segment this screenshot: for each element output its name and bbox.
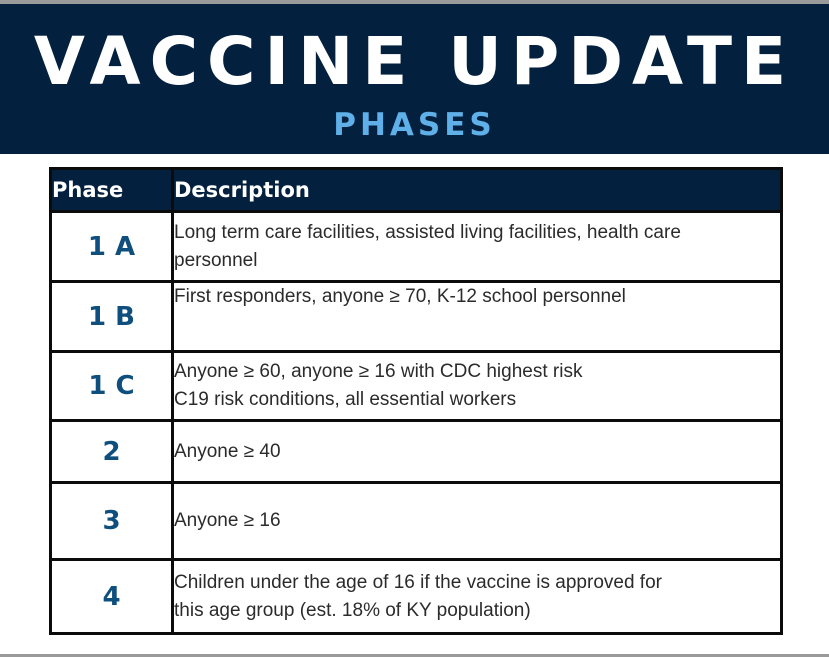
description-line: this age group (est. 18% of KY population) xyxy=(174,599,531,621)
table-row xyxy=(51,560,782,634)
description-cell xyxy=(173,282,782,352)
table-row xyxy=(51,212,782,282)
table-row xyxy=(51,421,782,483)
description-line: personnel xyxy=(174,249,258,271)
description-cell xyxy=(173,212,782,282)
description-line: First responders, anyone ≥ 70, K-12 school personnel xyxy=(174,286,626,307)
description-line: Anyone ≥ 16 xyxy=(174,510,281,531)
header-phase: Phase xyxy=(51,169,173,212)
header-banner xyxy=(0,4,829,154)
page-title: VACCINE UPDATE xyxy=(33,23,796,100)
description-cell xyxy=(173,483,782,560)
page-subtitle: PHASES xyxy=(333,107,496,143)
phase-cell: 1 B xyxy=(51,282,173,352)
phase-cell: 1 C xyxy=(51,352,173,421)
description-line: Anyone ≥ 60, anyone ≥ 16 with CDC highest risk xyxy=(174,361,583,382)
table-row xyxy=(51,352,782,421)
description-line: Children under the age of 16 if the vaccine is approved for xyxy=(174,571,662,593)
table-row xyxy=(51,483,782,560)
description-cell xyxy=(173,560,782,634)
description-cell xyxy=(173,421,782,483)
description-line: C19 risk conditions, all essential workers xyxy=(174,389,517,410)
phase-cell: 1 A xyxy=(51,212,173,282)
table-row xyxy=(51,282,782,352)
phase-cell: 3 xyxy=(51,483,173,560)
phase-cell: 2 xyxy=(51,421,173,483)
phases-table xyxy=(49,167,783,635)
header-description: Description xyxy=(173,169,782,212)
phase-cell: 4 xyxy=(51,560,173,634)
table-header-row xyxy=(51,169,782,212)
description-line: Long term care facilities, assisted living facilities, health care xyxy=(174,221,681,243)
description-line: Anyone ≥ 40 xyxy=(174,440,281,462)
description-cell xyxy=(173,352,782,421)
